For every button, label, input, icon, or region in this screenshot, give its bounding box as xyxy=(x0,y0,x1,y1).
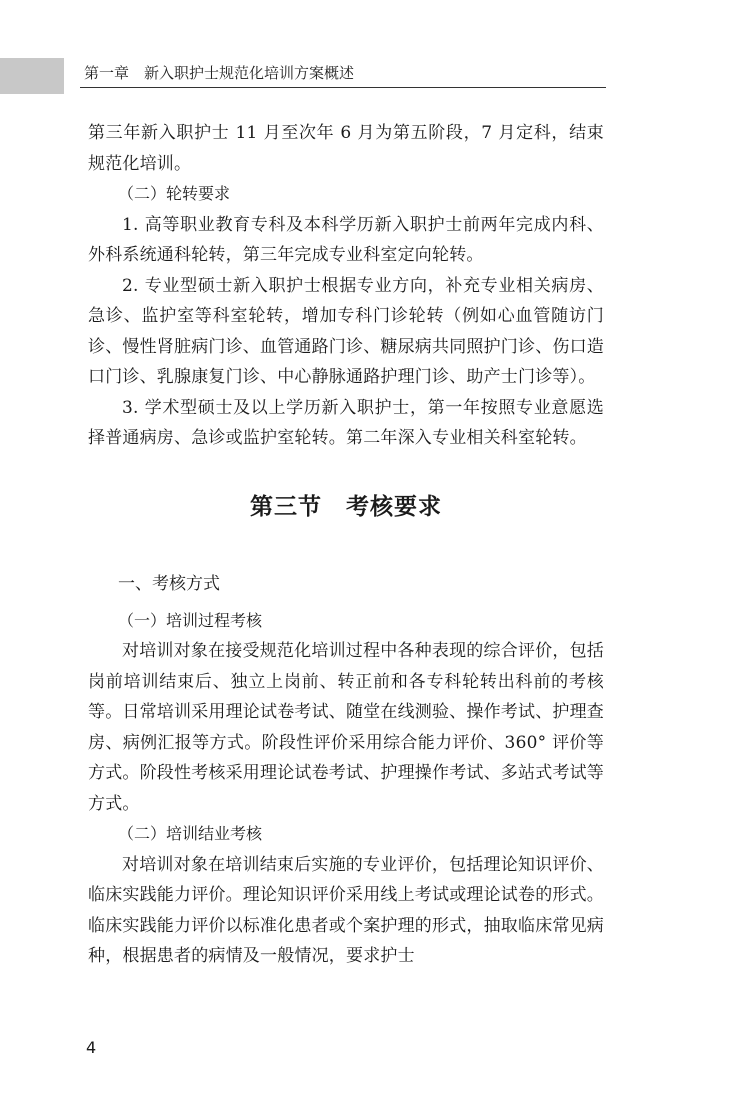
header-rule xyxy=(80,87,606,88)
page-number: 4 xyxy=(86,1038,97,1057)
paragraph-rotation-2: 2. 专业型硕士新入职护士根据专业方向，补充专业相关病房、急诊、监护室等科室轮转，增加专科门诊轮转（例如心血管随访门诊、慢性肾脏病门诊、血管通路门诊、糖尿病共同照护门诊、伤口造口门诊、乳腺康复门诊、中心静脉通路护理门诊、助产士门诊等）。 xyxy=(88,275,604,387)
subheading-rotation: （二）轮转要求 xyxy=(118,184,231,203)
subheading-process-assessment: （一）培训过程考核 xyxy=(118,610,263,630)
paragraph-process-assessment: 对培训对象在接受规范化培训过程中各种表现的综合评价，包括岗前培训结束后、独立上岗前、转正前和各专科轮转出科前的考核等。日常培训采用理论试卷考试、随堂在线测验、操作考试、护理查房、病例汇报等方式。阶段性评价采用综合能力评价、360° 评价等方式。阶段性考核采用理论试卷考试、护理操作考试、多站式考试等方式。 xyxy=(88,641,604,814)
paragraph-rotation-3: 3. 学术型硕士及以上学历新入职护士，第一年按照专业意愿选择普通病房、急诊或监护室轮转。第二年深入专业相关科室轮转。 xyxy=(88,397,604,448)
paragraph-completion-assessment: 对培训对象在培训结束后实施的专业评价，包括理论知识评价、临床实践能力评价。理论知识评价采用线上考试或理论试卷的形式。临床实践能力评价以标准化患者或个案护理的形式，抽取临床常见病种，根据患者的病情及一般情况，要求护士 xyxy=(88,854,604,966)
header-tab-marker xyxy=(0,58,64,94)
section-title: 第三节 考核要求 xyxy=(250,492,442,520)
heading-assessment-methods: 一、考核方式 xyxy=(118,573,220,594)
paragraph-intro: 第三年新入职护士 11 月至次年 6 月为第五阶段，7 月定科，结束规范化培训。 xyxy=(88,123,604,174)
paragraph-rotation-1: 1. 高等职业教育专科及本科学历新入职护士前两年完成内科、外科系统通科轮转，第三年完成专业科室定向轮转。 xyxy=(88,214,604,265)
page-body xyxy=(88,118,604,972)
subheading-completion-assessment: （二）培训结业考核 xyxy=(118,824,263,843)
running-header: 第一章 新入职护士规范化培训方案概述 xyxy=(84,64,355,82)
